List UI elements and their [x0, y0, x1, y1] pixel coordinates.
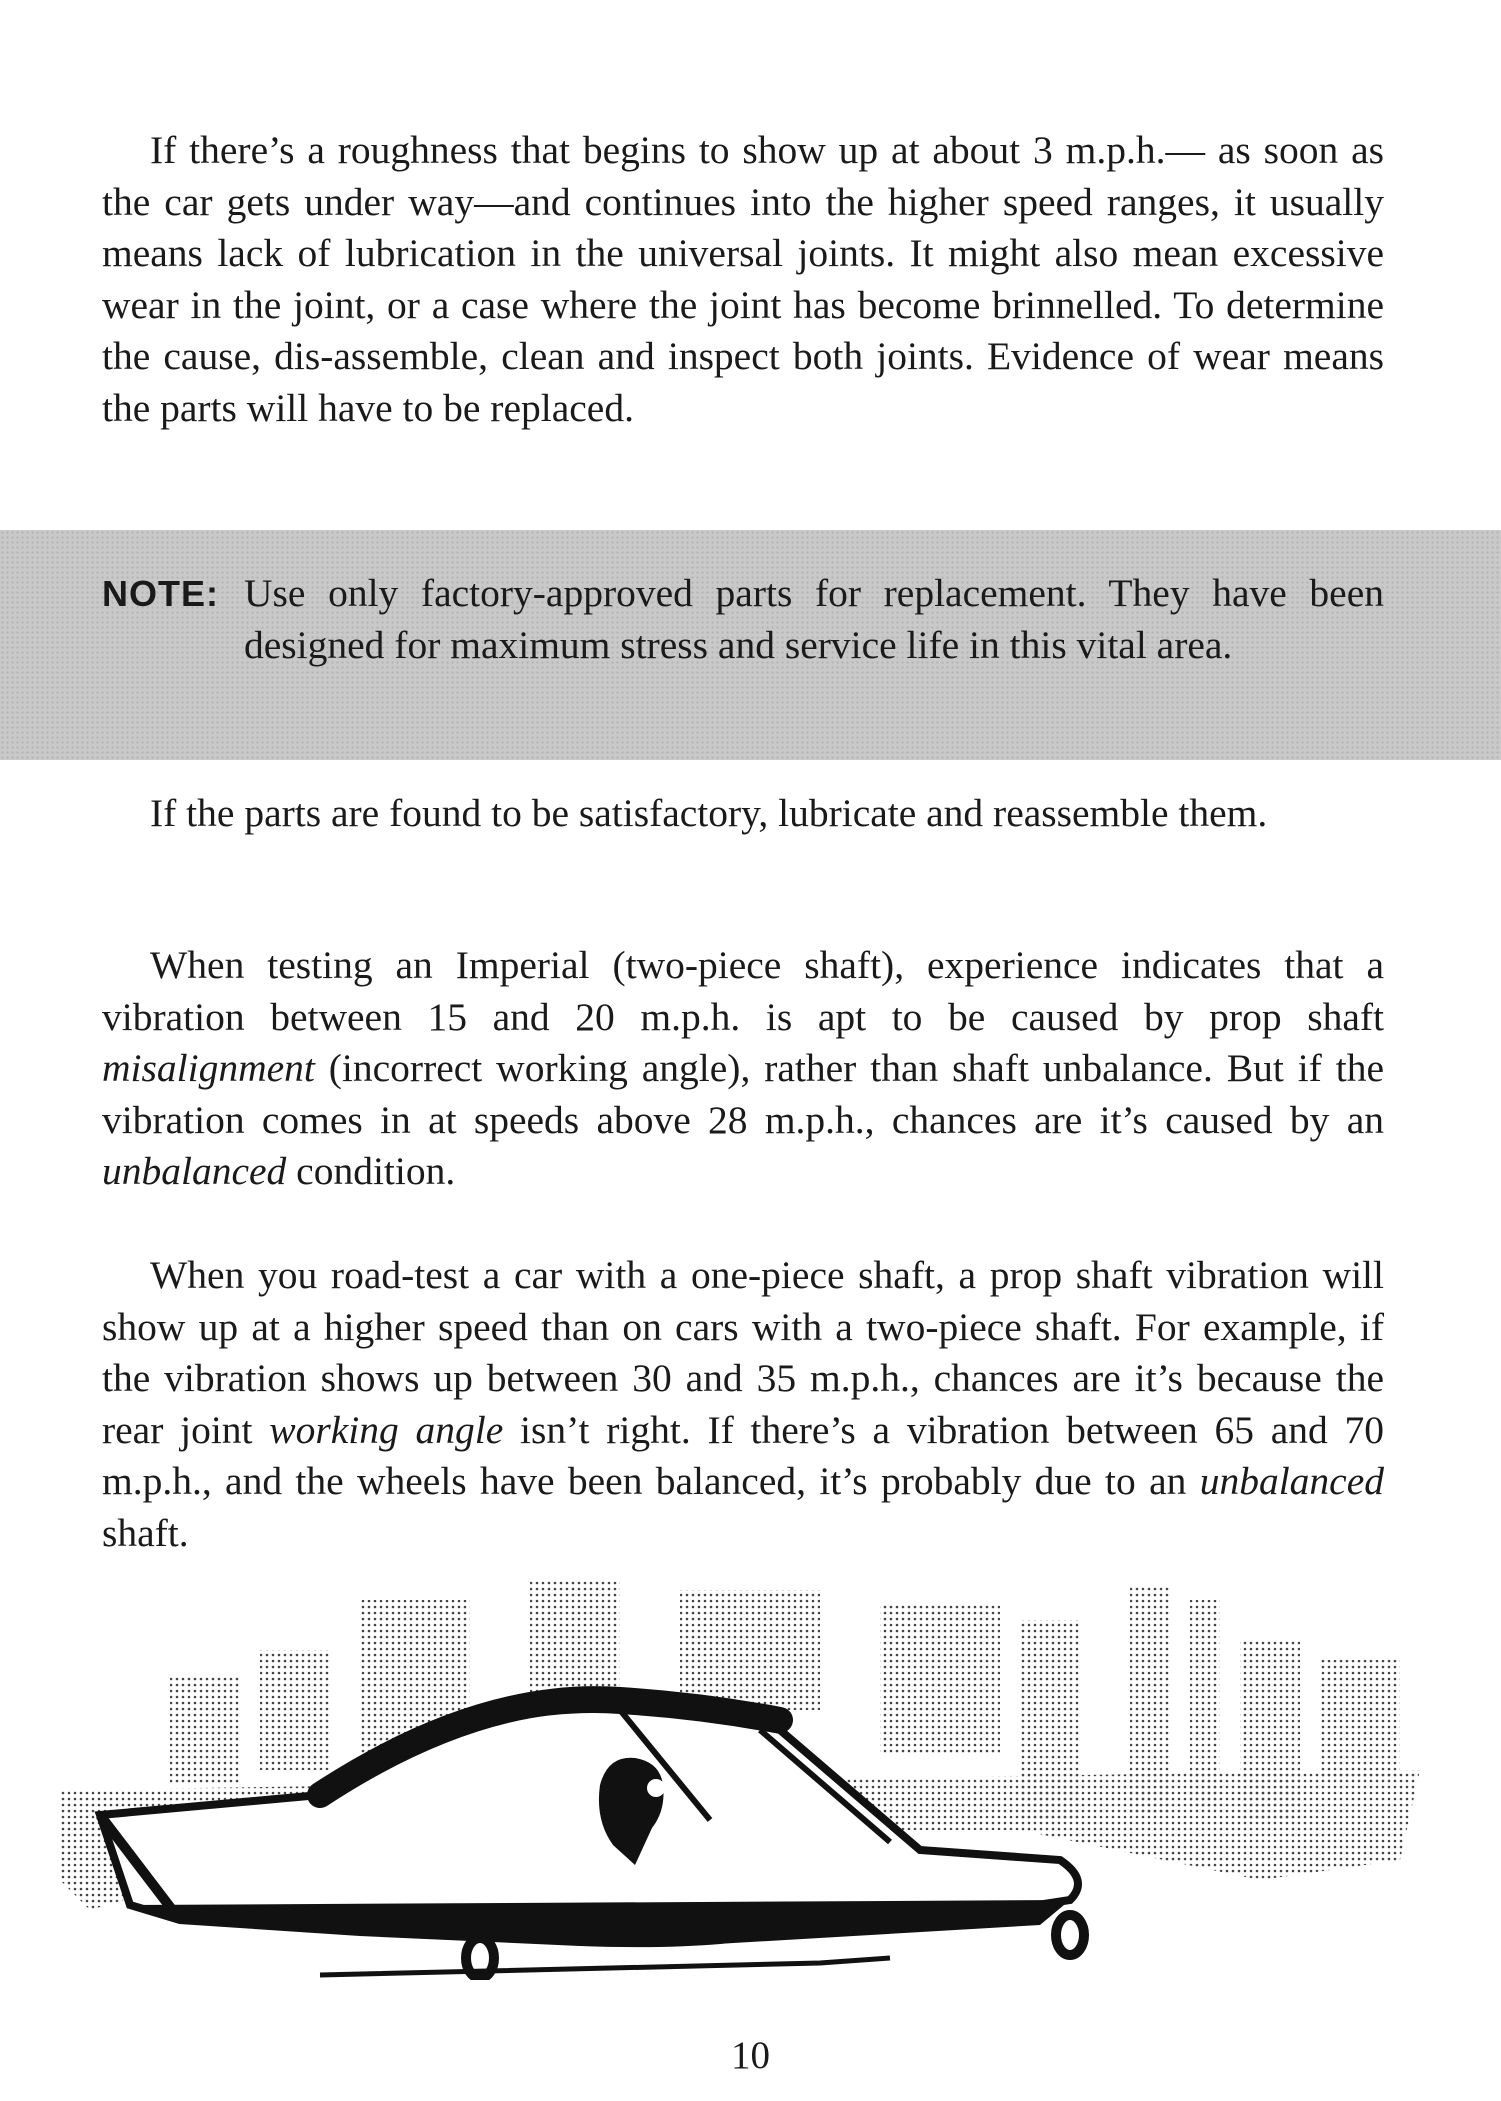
- page-number: 10: [731, 2034, 770, 2077]
- paragraph-one-piece-shaft: When you road-test a car with a one-piece shaft, a prop shaft vibration will show up at a higher speed than on cars with a two-piece shaft. For example, if the vibration shows up between 30 and 35 m.p.h., chances are it’s because the rear joint working angle isn’t right. If there’s a vibration between 65 and 70 m.p.h., and the wheels have been balanced, it’s probably due to an unbalanced shaft.: [102, 1253, 1385, 1555]
- paragraph-universal-joint-roughness: If there’s a roughness that begins to show up at about 3 m.p.h.— as soon as the car gets under way—and continues into the higher speed ranges, it usually means lack of lubrication in the universal joints. It might also mean excessive wear in the joint, or a case where the joint has become brinnelled. To determine the cause, dis-assemble, clean and inspect both joints. Evidence of wear means the parts will have to be replaced.: [102, 128, 1384, 430]
- note-text: Use only factory-approved parts for replacement. They have been designed for maximum stress and service life in this vital area.: [244, 571, 1384, 667]
- emphasis-working-angle: working angle: [269, 1407, 504, 1452]
- emphasis-misalignment: misalignment: [102, 1046, 315, 1090]
- emphasis-unbalanced-shaft: unbalanced: [1199, 1459, 1384, 1503]
- emphasis-unbalanced: unbalanced: [102, 1149, 287, 1193]
- paragraph-imperial-two-piece-shaft: When testing an Imperial (two-piece shaft), experience indicates that a vibration between 15 and 20 m.p.h. is apt to be caused by prop shaft misalignment (incorrect working angle), rather than shaft unbalance. But if the vibration comes in at speeds above 28 m.p.h., chances are it’s caused by an unbalanced condition.: [102, 943, 1384, 1193]
- paragraph-reassemble: If the parts are found to be satisfactory, lubricate and reassemble them.: [150, 791, 1268, 835]
- car-with-driver-icon: [60, 1580, 1420, 1980]
- note-label: NOTE:: [102, 573, 219, 614]
